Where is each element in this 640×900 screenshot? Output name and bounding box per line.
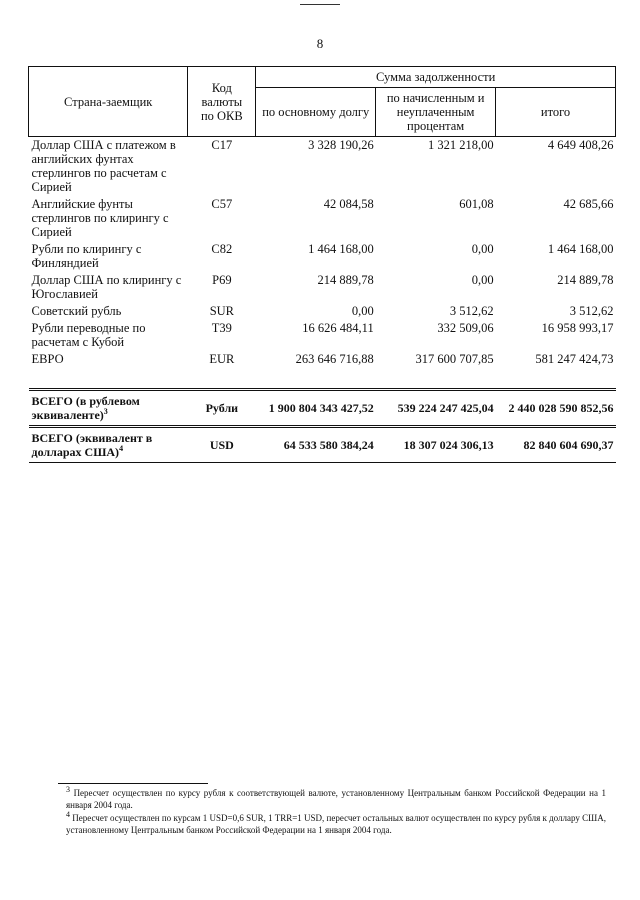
row-country: Доллар США по клирингу с Югославией <box>31 273 182 301</box>
total-code: USD <box>188 427 256 463</box>
row-principal: 214 889,78 <box>317 273 374 287</box>
row-interest: 3 512,62 <box>449 304 494 318</box>
table-row <box>29 196 616 241</box>
row-interest: 0,00 <box>471 273 494 287</box>
footnote-ref: 4 <box>119 444 124 453</box>
footnote-text: Пересчет осуществлен по курсу рубля к соответствующей валюте, установленному Центральным банком Российской Федерации на 1 января 2004 года. <box>66 788 607 810</box>
row-code: P69 <box>212 273 232 287</box>
footnotes <box>66 785 607 838</box>
row-country: Рубли переводные по расчетам с Кубой <box>31 321 146 349</box>
row-total: 581 247 424,73 <box>535 352 614 366</box>
row-total: 42 685,66 <box>563 197 614 211</box>
row-code: C17 <box>211 138 233 152</box>
row-principal: 0,00 <box>351 304 374 318</box>
footnote-mark: 3 <box>66 785 70 794</box>
header-total: итого <box>496 88 616 137</box>
row-code: EUR <box>209 352 235 366</box>
row-code: C82 <box>211 242 233 256</box>
row-principal: 16 626 484,11 <box>302 321 374 335</box>
row-principal: 263 646 716,88 <box>295 352 374 366</box>
row-total: 214 889,78 <box>557 273 614 287</box>
row-principal: 1 464 168,00 <box>308 242 374 256</box>
total-principal: 1 900 804 343 427,52 <box>256 390 376 427</box>
table-row <box>29 320 616 351</box>
row-interest: 317 600 707,85 <box>415 352 494 366</box>
footnote <box>66 785 607 811</box>
header-interest: по начисленным и неуплаченным процентам <box>376 88 496 137</box>
header-principal: по основному долгу <box>256 88 376 137</box>
row-principal: 42 084,58 <box>323 197 374 211</box>
row-total: 1 464 168,00 <box>547 242 614 256</box>
footnote <box>66 810 607 836</box>
row-interest: 0,00 <box>471 242 494 256</box>
row-country: Доллар США с платежом в английских фунтах стерлингов по расчетам с Сирией <box>31 138 176 194</box>
row-code: T39 <box>211 321 232 335</box>
row-code: SUR <box>209 304 235 318</box>
row-country: ЕВРО <box>31 352 64 366</box>
total-row-rub <box>29 390 616 427</box>
debt-table <box>28 66 616 463</box>
total-principal: 64 533 580 384,24 <box>256 427 376 463</box>
row-country: Английские фунты стерлингов по клирингу с Сирией <box>31 197 169 239</box>
total-label <box>29 427 188 463</box>
table-row <box>29 303 616 320</box>
table-row <box>29 272 616 303</box>
header-code: Код валюты по ОКВ <box>188 67 256 137</box>
total-label <box>29 390 188 427</box>
header-country: Страна-заемщик <box>29 67 188 137</box>
total-label-text: ВСЕГО (в рублевом эквиваленте) <box>31 394 140 422</box>
row-interest: 1 321 218,00 <box>427 138 494 152</box>
total-code: Рубли <box>188 390 256 427</box>
total-total: 82 840 604 690,37 <box>496 427 616 463</box>
total-interest: 18 307 024 306,13 <box>376 427 496 463</box>
page-number: 8 <box>316 36 324 51</box>
row-total: 3 512,62 <box>569 304 614 318</box>
footnote-text: Пересчет осуществлен по курсам 1 USD=0,6 SUR, 1 TRR=1 USD, пересчет остальных валют осуществлен по курсу рубля к доллару США, установленному Центральным банком Российской Федерации на 1 января 2004 года. <box>66 813 607 835</box>
row-principal: 3 328 190,26 <box>308 138 374 152</box>
row-code: C57 <box>211 197 233 211</box>
footnote-mark: 4 <box>66 810 70 819</box>
table-row <box>29 351 616 390</box>
header-sum-group: Сумма задолженности <box>256 67 616 88</box>
total-label-text: ВСЕГО (эквивалент в долларах США) <box>31 431 153 459</box>
footnote-divider <box>58 783 208 784</box>
row-total: 4 649 408,26 <box>547 138 614 152</box>
total-total: 2 440 028 590 852,56 <box>496 390 616 427</box>
row-interest: 601,08 <box>459 197 494 211</box>
top-mark-line <box>300 4 340 5</box>
table-row <box>29 241 616 272</box>
row-country: Рубли по клирингу с Финляндией <box>31 242 142 270</box>
row-interest: 332 509,06 <box>437 321 494 335</box>
row-country: Советский рубль <box>31 304 122 318</box>
total-row-usd <box>29 427 616 463</box>
total-interest: 539 224 247 425,04 <box>376 390 496 427</box>
table-row <box>29 137 616 197</box>
row-total: 16 958 993,17 <box>541 321 614 335</box>
footnote-ref: 3 <box>103 407 108 416</box>
